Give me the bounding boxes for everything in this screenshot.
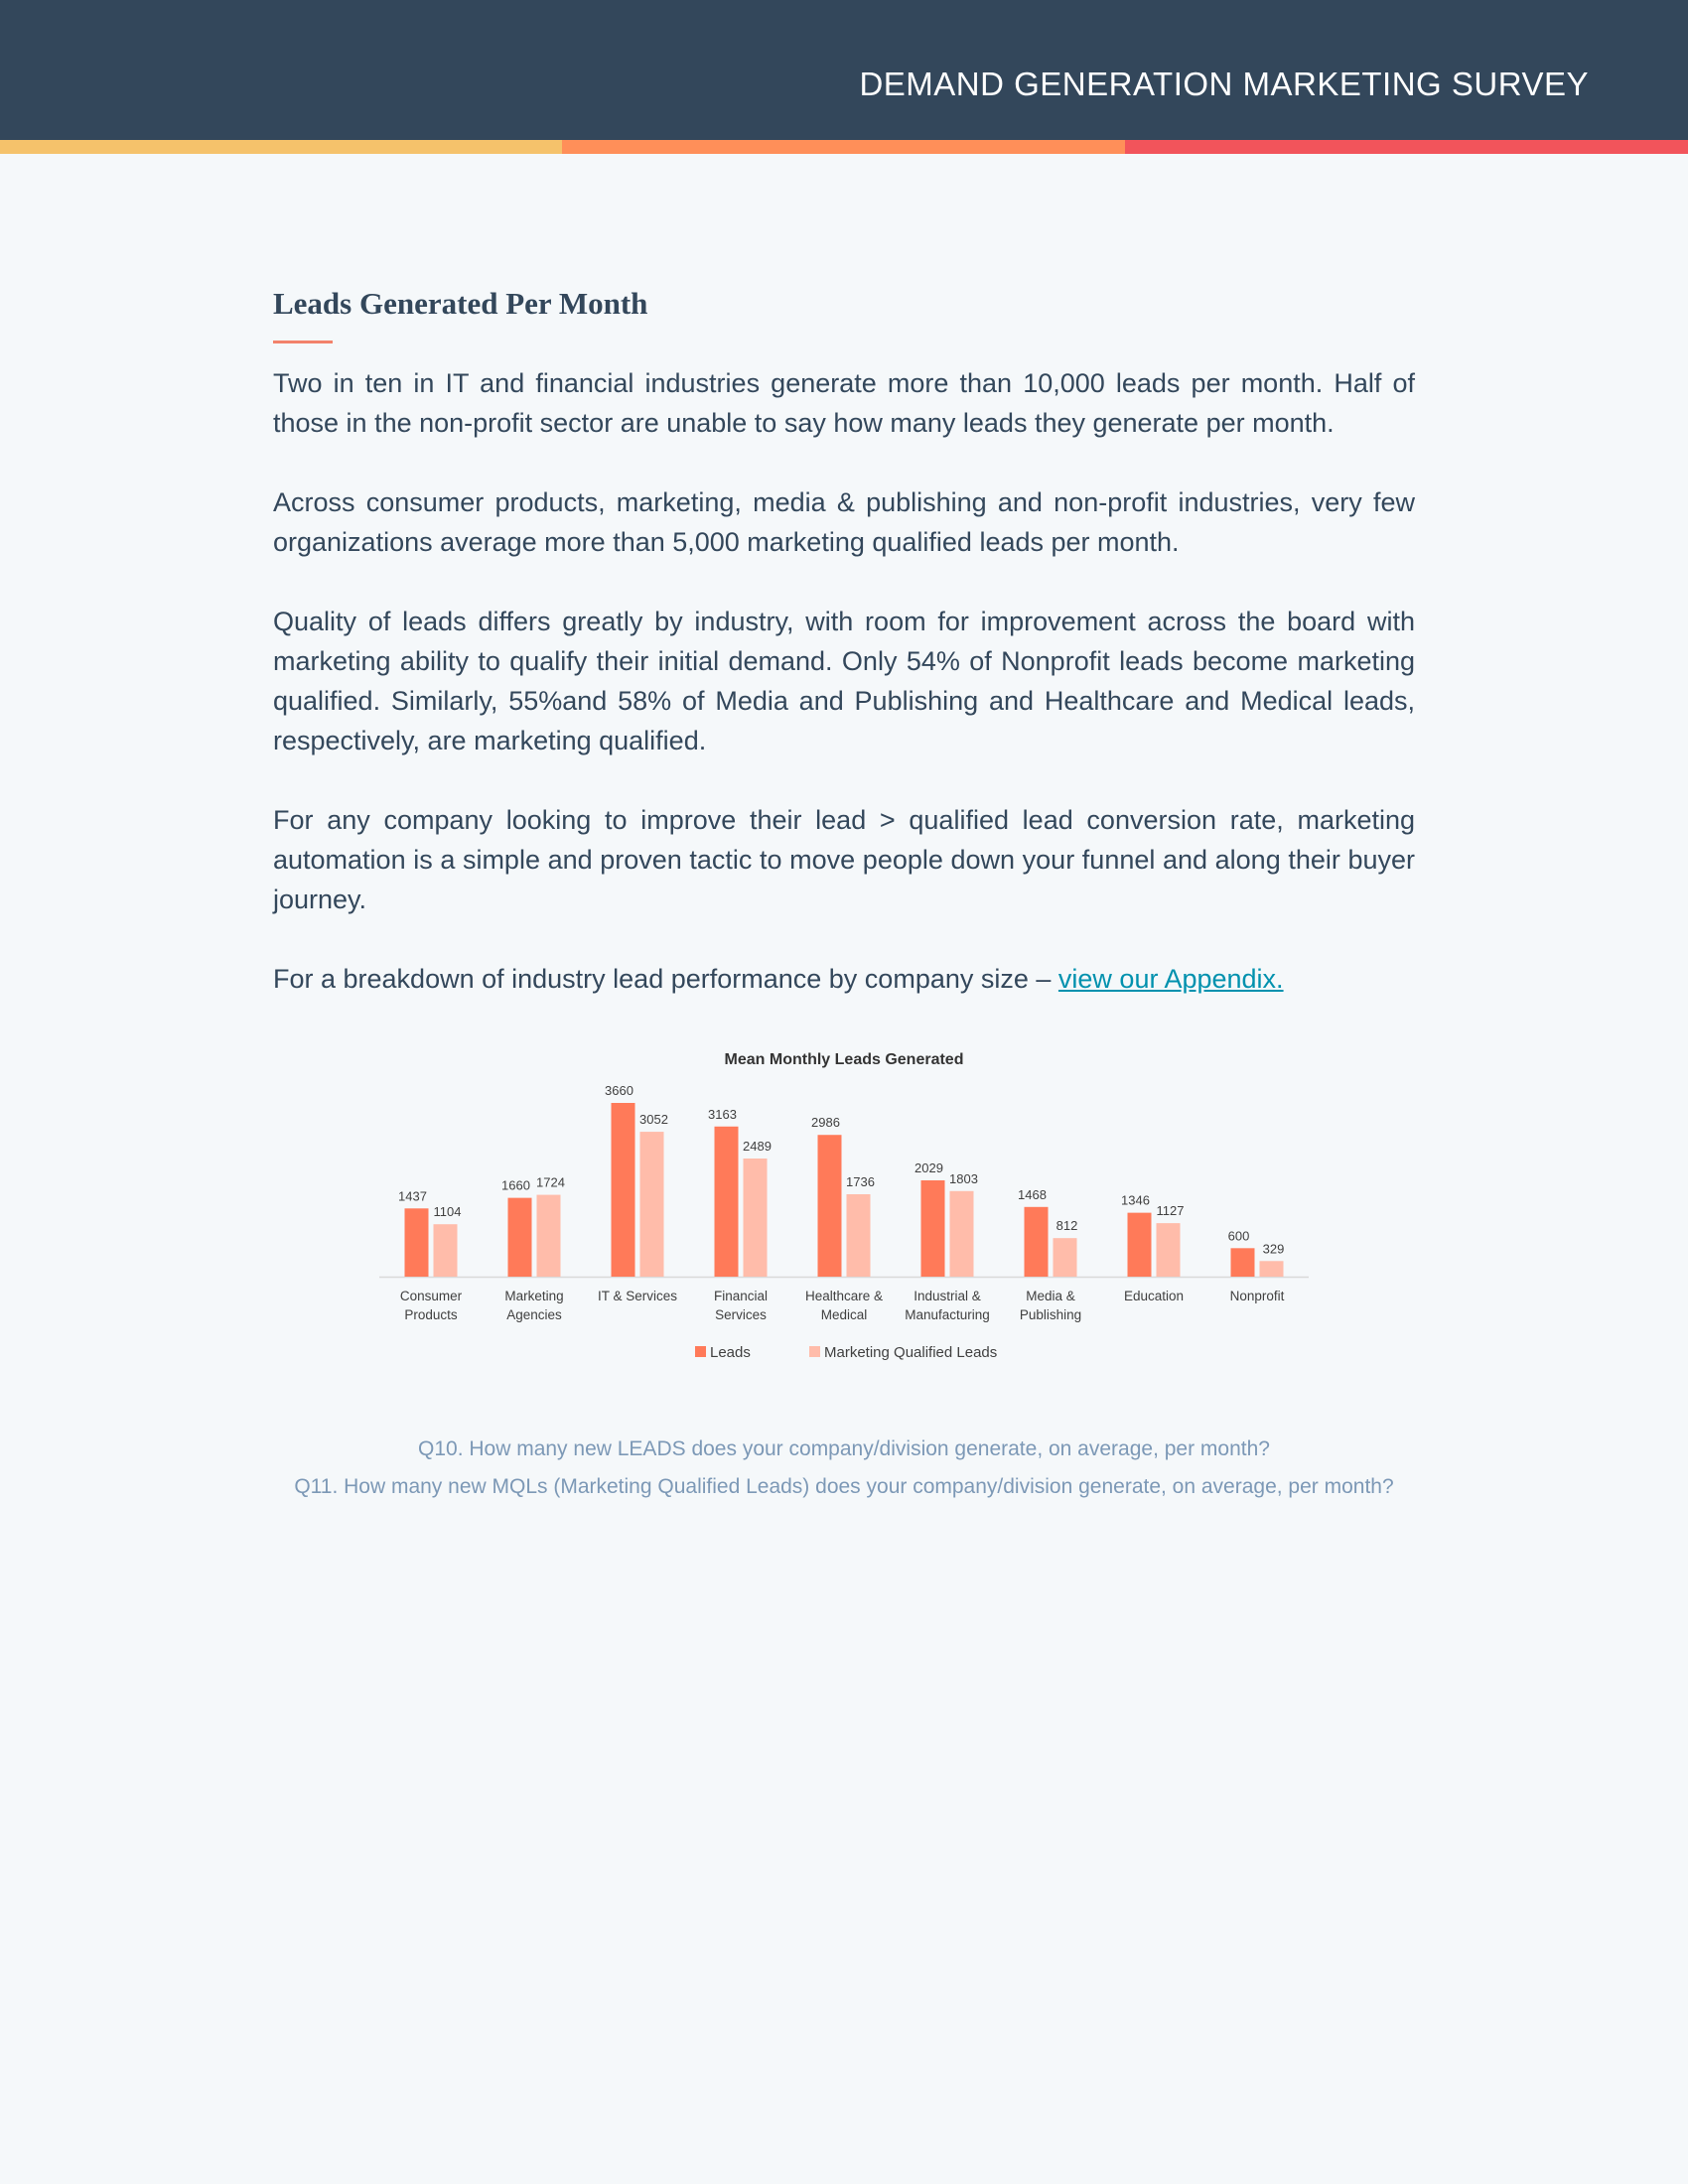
category-label: Agencies	[506, 1307, 562, 1322]
main-content	[273, 284, 1415, 1038]
page-header	[0, 0, 1688, 140]
bar	[1157, 1223, 1181, 1277]
data-label: 3163	[708, 1106, 737, 1122]
category-label: Manufacturing	[905, 1307, 990, 1322]
section-title: Leads Generated Per Month	[273, 286, 648, 321]
appendix-text: For a breakdown of industry lead performance by company size –	[273, 964, 1052, 994]
bar	[1128, 1213, 1152, 1277]
category-label: IT & Services	[597, 1289, 678, 1303]
data-label: 3660	[605, 1083, 633, 1098]
bar	[1231, 1248, 1255, 1277]
bar	[1025, 1207, 1049, 1277]
paragraph: For any company looking to improve their lead > qualified lead conversion rate, marketing automation is a simple and proven tactic to move people down your funnel and along their buyer journey.	[273, 805, 1415, 914]
data-label: 2986	[811, 1115, 840, 1131]
category-label: Nonprofit	[1229, 1289, 1285, 1303]
paragraph: Across consumer products, marketing, media & publishing and non-profit industries, very few organizations average more than 5,000 marketing qualified leads per month.	[273, 487, 1415, 557]
category-label: Industrial &	[914, 1289, 981, 1303]
data-label: 1803	[949, 1170, 978, 1186]
appendix-paragraph	[273, 959, 1415, 999]
bar	[1260, 1261, 1284, 1277]
category-label: Education	[1123, 1289, 1185, 1303]
data-label: 1437	[398, 1188, 427, 1204]
chart-title: Mean Monthly Leads Generated	[724, 1051, 964, 1068]
footnotes	[273, 1431, 1415, 1506]
data-label: 1346	[1121, 1192, 1150, 1208]
data-label: 1127	[1156, 1203, 1185, 1219]
paragraph: Two in ten in IT and financial industries generate more than 10,000 leads per month. Half of those in the non-profit sector are unable to say how many leads they generate per month.	[273, 368, 1415, 438]
bar	[950, 1191, 974, 1277]
legend-swatch	[809, 1346, 820, 1357]
data-label: 600	[1227, 1228, 1250, 1244]
category-label: Consumer	[399, 1289, 463, 1303]
data-label: 329	[1262, 1241, 1285, 1257]
data-label: 1724	[536, 1174, 565, 1190]
category-label: Publishing	[1019, 1307, 1082, 1322]
data-label: 812	[1055, 1218, 1078, 1234]
bar	[508, 1198, 532, 1277]
bar	[715, 1127, 739, 1277]
header-stripe-yellow	[0, 140, 562, 154]
header-stripe-orange	[562, 140, 1125, 154]
header-stripe-red	[1125, 140, 1688, 154]
bar	[847, 1194, 871, 1277]
bar	[640, 1132, 664, 1277]
footnote-q11: Q11. How many new MQLs (Marketing Qualified Leads) does your company/division generate, on average, per month?	[294, 1475, 1394, 1498]
bar	[1054, 1238, 1077, 1277]
paragraph: Quality of leads differs greatly by industry, with room for improvement across the board with marketing ability to qualify their initial demand. Only 54% of Nonprofit leads become marketing qualified. Similarly, 55%and 58% of Media and Publishing and Healthcare and Medical leads, respectively, are marketing qualified.	[273, 607, 1415, 755]
data-label: 1660	[501, 1177, 530, 1193]
bar	[612, 1103, 635, 1277]
legend-label: Marketing Qualified Leads	[824, 1344, 998, 1361]
footnote-q10: Q10. How many new LEADS does your company/division generate, on average, per month?	[418, 1437, 1270, 1460]
category-label: Products	[404, 1307, 458, 1322]
bar	[405, 1208, 429, 1277]
title-underline	[273, 341, 333, 343]
leads-chart	[357, 1037, 1331, 1375]
data-label: 3052	[639, 1112, 668, 1128]
bar	[818, 1135, 842, 1277]
data-label: 1736	[846, 1173, 875, 1189]
category-label: Media &	[1026, 1289, 1075, 1303]
category-label: Services	[715, 1307, 767, 1322]
data-label: 1468	[1018, 1186, 1047, 1202]
data-label: 2489	[743, 1138, 772, 1154]
appendix-link[interactable]: view our Appendix.	[1057, 964, 1284, 994]
data-label: 2029	[914, 1160, 943, 1175]
legend-swatch	[695, 1346, 706, 1357]
bar	[744, 1159, 768, 1277]
bar	[434, 1224, 458, 1277]
category-label: Medical	[820, 1307, 868, 1322]
bar-chart-svg	[357, 1037, 1331, 1375]
bar	[921, 1180, 945, 1277]
category-label: Marketing	[504, 1289, 564, 1303]
data-label: 1104	[433, 1204, 462, 1220]
category-label: Financial	[713, 1289, 769, 1303]
legend-label: Leads	[710, 1344, 751, 1361]
report-title: DEMAND GENERATION MARKETING SURVEY	[859, 66, 1589, 102]
bar	[537, 1195, 561, 1277]
category-label: Healthcare &	[804, 1289, 884, 1303]
